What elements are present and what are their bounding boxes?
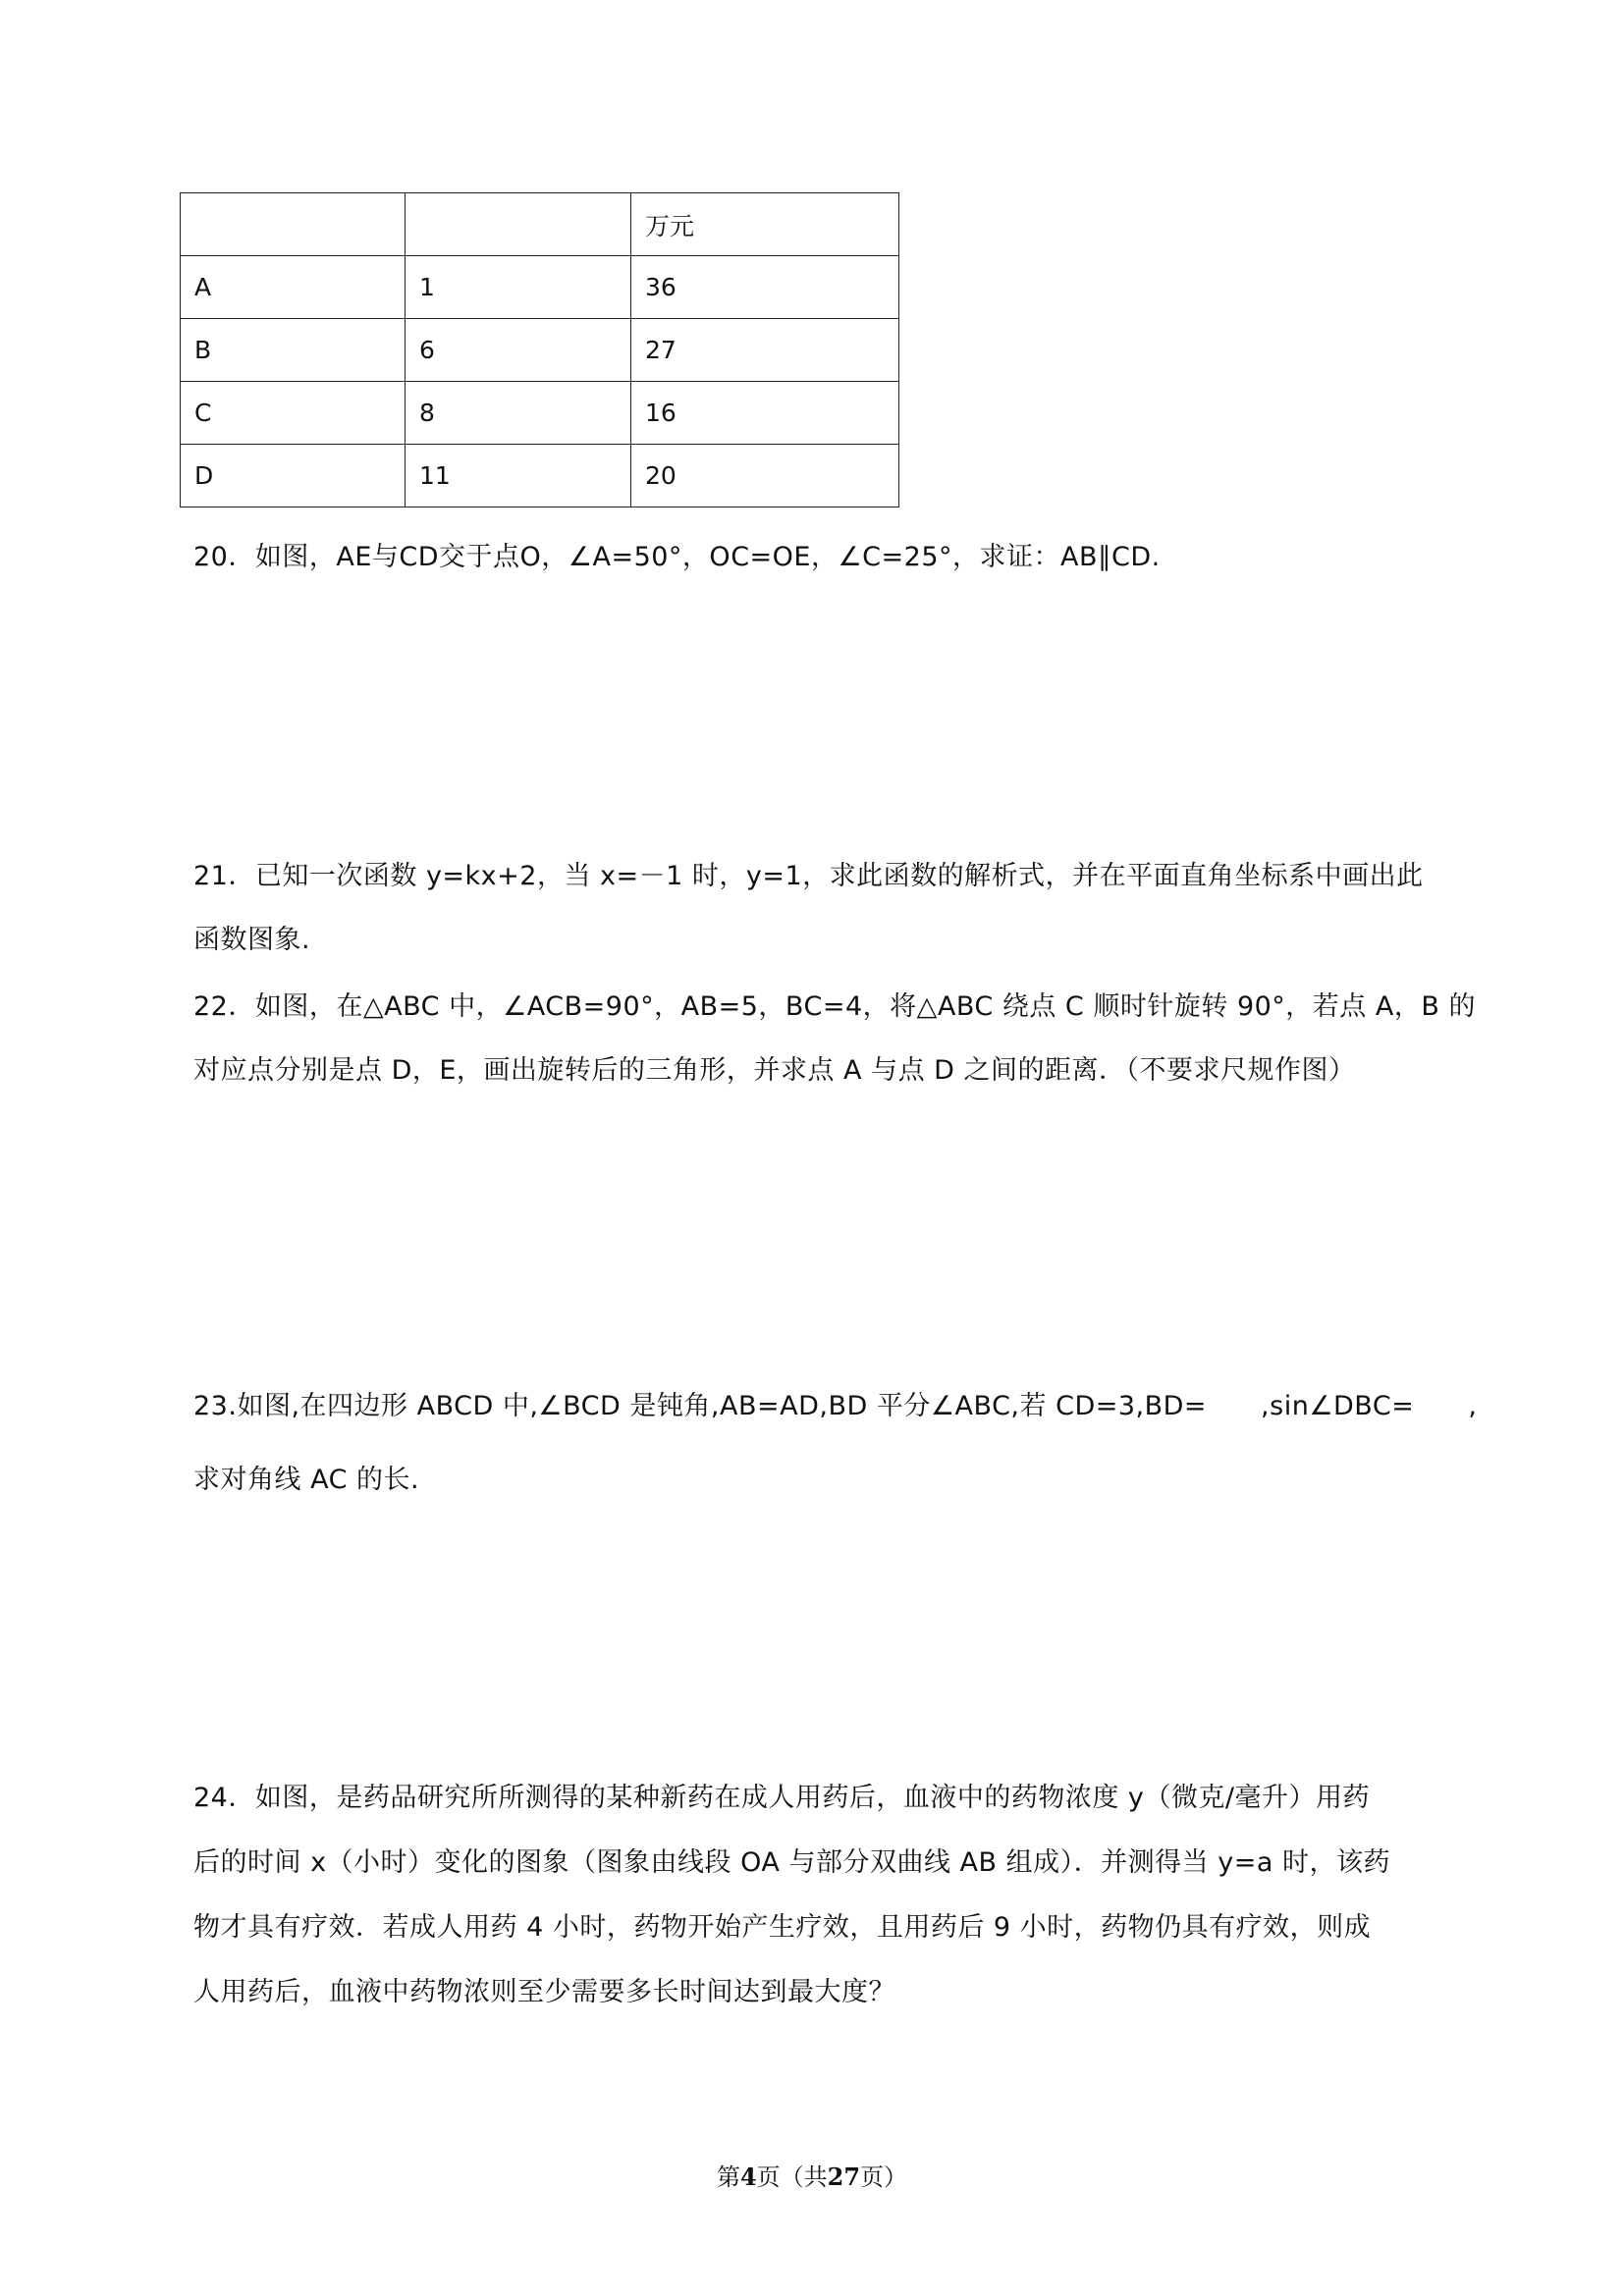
footer-middle: 页（共	[756, 2163, 828, 2191]
question-21-line-1: 21．已知一次函数 y=kx+2，当 x=－1 时，y=1，求此函数的解析式，并在平面直角坐标系中画出此	[193, 861, 1424, 891]
question-22-line-1: 22．如图，在△ABC 中，∠ACB=90°，AB=5，BC=4，将△ABC 绕点 C 顺时针旋转 90°，若点 A，B 的	[193, 991, 1476, 1022]
table-cell: B	[181, 319, 406, 382]
table-cell: 36	[631, 256, 899, 319]
question-24-line-2: 后的时间 x（小时）变化的图象（图象由线段 OA 与部分双曲线 AB 组成）．并测得当 y=a 时，该药	[193, 1847, 1390, 1878]
table-cell: 11	[406, 445, 631, 507]
table-row	[181, 319, 899, 382]
table-row	[181, 382, 899, 445]
footer-total-pages: 27	[827, 2163, 861, 2191]
question-20: 20．如图，AE与CD交于点O，∠A=50°，OC=OE，∠C=25°，求证：AB∥CD.	[193, 542, 1161, 572]
table-cell: C	[181, 382, 406, 445]
table-cell: 1	[406, 256, 631, 319]
table-cell: 6	[406, 319, 631, 382]
page-footer	[0, 2158, 1624, 2192]
question-22-line-2: 对应点分别是点 D，E，画出旋转后的三角形，并求点 A 与点 D 之间的距离．（不要求尺规作图）	[193, 1055, 1356, 1086]
question-23-line-2: 求对角线 AC 的长.	[193, 1465, 420, 1495]
footer-page-number: 4	[739, 2163, 757, 2191]
question-24-line-1: 24．如图，是药品研究所所测得的某种新药在成人用药后，血液中的药物浓度 y（微克/毫升）用药	[193, 1783, 1371, 1813]
table-cell	[406, 193, 631, 256]
table-row	[181, 445, 899, 507]
table-cell: A	[181, 256, 406, 319]
question-24-line-4: 人用药后，血液中药物浓则至少需要多长时间达到最大度？	[193, 1977, 895, 2007]
table-cell: D	[181, 445, 406, 507]
question-21-line-2: 函数图象.	[193, 925, 311, 955]
table-cell: 万元	[631, 193, 899, 256]
question-24-line-3: 物才具有疗效．若成人用药 4 小时，药物开始产生疗效，且用药后 9 小时，药物仍具有疗效，则成	[193, 1912, 1372, 1943]
table-cell: 20	[631, 445, 899, 507]
data-table	[180, 192, 899, 507]
question-23-line-1: 23.如图,在四边形 ABCD 中,∠BCD 是钝角,AB=AD,BD 平分∠ABC,若 CD=3,BD= ,sin∠DBC= ,	[193, 1391, 1478, 1421]
table-row	[181, 256, 899, 319]
table-header-row	[181, 193, 899, 256]
table-cell: 27	[631, 319, 899, 382]
footer-prefix: 第	[716, 2163, 740, 2191]
table-cell: 16	[631, 382, 899, 445]
table-cell	[181, 193, 406, 256]
table-cell: 8	[406, 382, 631, 445]
footer-suffix: 页）	[860, 2163, 908, 2191]
